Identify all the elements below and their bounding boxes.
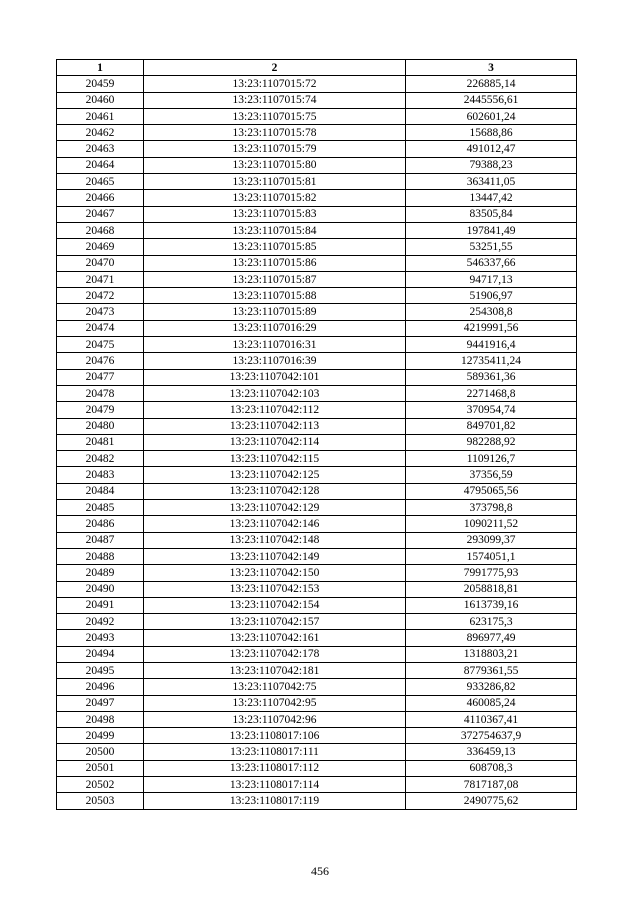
cadastral-number-cell: 13:23:1108017:119 — [144, 793, 406, 809]
cadastral-number-cell: 13:23:1108017:106 — [144, 728, 406, 744]
row-number-cell: 20461 — [57, 108, 144, 124]
cadastral-number-cell: 13:23:1107042:113 — [144, 418, 406, 434]
row-number-cell: 20466 — [57, 190, 144, 206]
cadastral-number-cell: 13:23:1107042:154 — [144, 597, 406, 613]
cadastral-number-cell: 13:23:1107015:89 — [144, 304, 406, 320]
table-row — [57, 108, 577, 124]
table-row — [57, 679, 577, 695]
table-row — [57, 728, 577, 744]
row-number-cell: 20500 — [57, 744, 144, 760]
table-row — [57, 614, 577, 630]
row-number-cell: 20470 — [57, 255, 144, 271]
row-number-cell: 20487 — [57, 532, 144, 548]
value-cell: 1613739,16 — [406, 597, 577, 613]
table-row — [57, 630, 577, 646]
cadastral-number-cell: 13:23:1107015:82 — [144, 190, 406, 206]
table-row — [57, 206, 577, 222]
cadastral-number-cell: 13:23:1107015:75 — [144, 108, 406, 124]
cadastral-number-cell: 13:23:1107042:96 — [144, 711, 406, 727]
row-number-cell: 20489 — [57, 565, 144, 581]
table-row — [57, 418, 577, 434]
row-number-cell: 20501 — [57, 760, 144, 776]
value-cell: 589361,36 — [406, 369, 577, 385]
row-number-cell: 20473 — [57, 304, 144, 320]
row-number-cell: 20472 — [57, 288, 144, 304]
value-cell: 602601,24 — [406, 108, 577, 124]
cadastral-number-cell: 13:23:1107015:78 — [144, 125, 406, 141]
table-row — [57, 711, 577, 727]
table-row — [57, 500, 577, 516]
cadastral-number-cell: 13:23:1107042:178 — [144, 646, 406, 662]
table-row — [57, 141, 577, 157]
cadastral-number-cell: 13:23:1107015:83 — [144, 206, 406, 222]
value-cell: 460085,24 — [406, 695, 577, 711]
value-cell: 12735411,24 — [406, 353, 577, 369]
page-number: 456 — [311, 864, 329, 878]
table-row — [57, 744, 577, 760]
row-number-cell: 20497 — [57, 695, 144, 711]
value-cell: 51906,97 — [406, 288, 577, 304]
value-cell: 1109126,7 — [406, 451, 577, 467]
value-cell: 197841,49 — [406, 222, 577, 238]
table-row — [57, 402, 577, 418]
row-number-cell: 20465 — [57, 174, 144, 190]
row-number-cell: 20494 — [57, 646, 144, 662]
cadastral-number-cell: 13:23:1107015:81 — [144, 174, 406, 190]
value-cell: 2490775,62 — [406, 793, 577, 809]
value-cell: 370954,74 — [406, 402, 577, 418]
table-row — [57, 271, 577, 287]
row-number-cell: 20469 — [57, 239, 144, 255]
row-number-cell: 20460 — [57, 92, 144, 108]
column-header-3: 3 — [406, 60, 577, 76]
value-cell: 53251,55 — [406, 239, 577, 255]
column-header-1: 1 — [57, 60, 144, 76]
value-cell: 254308,8 — [406, 304, 577, 320]
table-row — [57, 320, 577, 336]
cadastral-number-cell: 13:23:1107015:80 — [144, 157, 406, 173]
value-cell: 623175,3 — [406, 614, 577, 630]
table-row — [57, 434, 577, 450]
row-number-cell: 20463 — [57, 141, 144, 157]
value-cell: 293099,37 — [406, 532, 577, 548]
table-row — [57, 369, 577, 385]
value-cell: 4110367,41 — [406, 711, 577, 727]
value-cell: 372754637,9 — [406, 728, 577, 744]
value-cell: 2271468,8 — [406, 385, 577, 401]
cadastral-number-cell: 13:23:1107015:88 — [144, 288, 406, 304]
value-cell: 4219991,56 — [406, 320, 577, 336]
value-cell: 608708,3 — [406, 760, 577, 776]
row-number-cell: 20491 — [57, 597, 144, 613]
row-number-cell: 20495 — [57, 662, 144, 678]
table-row — [57, 597, 577, 613]
table-body — [57, 76, 577, 809]
cadastral-number-cell: 13:23:1107015:84 — [144, 222, 406, 238]
cadastral-number-cell: 13:23:1107042:125 — [144, 467, 406, 483]
row-number-cell: 20484 — [57, 483, 144, 499]
table-row — [57, 451, 577, 467]
value-cell: 933286,82 — [406, 679, 577, 695]
cadastral-number-cell: 13:23:1107015:74 — [144, 92, 406, 108]
value-cell: 982288,92 — [406, 434, 577, 450]
table-row — [57, 760, 577, 776]
row-number-cell: 20492 — [57, 614, 144, 630]
table-row — [57, 288, 577, 304]
cadastral-number-cell: 13:23:1107015:86 — [144, 255, 406, 271]
row-number-cell: 20483 — [57, 467, 144, 483]
row-number-cell: 20464 — [57, 157, 144, 173]
row-number-cell: 20468 — [57, 222, 144, 238]
value-cell: 37356,59 — [406, 467, 577, 483]
table-row — [57, 695, 577, 711]
value-cell: 1574051,1 — [406, 548, 577, 564]
row-number-cell: 20503 — [57, 793, 144, 809]
value-cell: 1090211,52 — [406, 516, 577, 532]
row-number-cell: 20488 — [57, 548, 144, 564]
table-row — [57, 255, 577, 271]
row-number-cell: 20477 — [57, 369, 144, 385]
cadastral-number-cell: 13:23:1107042:115 — [144, 451, 406, 467]
row-number-cell: 20496 — [57, 679, 144, 695]
row-number-cell: 20486 — [57, 516, 144, 532]
table-row — [57, 190, 577, 206]
row-number-cell: 20481 — [57, 434, 144, 450]
cadastral-number-cell: 13:23:1107016:31 — [144, 337, 406, 353]
value-cell: 8779361,55 — [406, 662, 577, 678]
row-number-cell: 20499 — [57, 728, 144, 744]
value-cell: 7991775,93 — [406, 565, 577, 581]
row-number-cell: 20502 — [57, 777, 144, 793]
cadastral-number-cell: 13:23:1107015:72 — [144, 76, 406, 92]
cadastral-number-cell: 13:23:1107015:87 — [144, 271, 406, 287]
value-cell: 83505,84 — [406, 206, 577, 222]
cadastral-number-cell: 13:23:1107042:129 — [144, 500, 406, 516]
table-row — [57, 337, 577, 353]
row-number-cell: 20462 — [57, 125, 144, 141]
table-row — [57, 92, 577, 108]
cadastral-number-cell: 13:23:1108017:114 — [144, 777, 406, 793]
cadastral-number-cell: 13:23:1107016:39 — [144, 353, 406, 369]
cadastral-number-cell: 13:23:1107042:146 — [144, 516, 406, 532]
value-cell: 13447,42 — [406, 190, 577, 206]
cadastral-number-cell: 13:23:1107015:79 — [144, 141, 406, 157]
table-row — [57, 385, 577, 401]
value-cell: 491012,47 — [406, 141, 577, 157]
value-cell: 373798,8 — [406, 500, 577, 516]
cadastral-number-cell: 13:23:1107042:101 — [144, 369, 406, 385]
cadastral-number-cell: 13:23:1108017:112 — [144, 760, 406, 776]
table-row — [57, 532, 577, 548]
row-number-cell: 20480 — [57, 418, 144, 434]
row-number-cell: 20459 — [57, 76, 144, 92]
cadastral-number-cell: 13:23:1107042:103 — [144, 385, 406, 401]
row-number-cell: 20498 — [57, 711, 144, 727]
table-row — [57, 76, 577, 92]
value-cell: 7817187,08 — [406, 777, 577, 793]
row-number-cell: 20485 — [57, 500, 144, 516]
cadastral-number-cell: 13:23:1107042:181 — [144, 662, 406, 678]
value-cell: 2445556,61 — [406, 92, 577, 108]
table-row — [57, 222, 577, 238]
value-cell: 363411,05 — [406, 174, 577, 190]
row-number-cell: 20474 — [57, 320, 144, 336]
cadastral-number-cell: 13:23:1108017:111 — [144, 744, 406, 760]
value-cell: 896977,49 — [406, 630, 577, 646]
data-table — [56, 59, 577, 810]
table-header-row — [57, 60, 577, 76]
table-row — [57, 581, 577, 597]
cadastral-number-cell: 13:23:1107042:150 — [144, 565, 406, 581]
value-cell: 9441916,4 — [406, 337, 577, 353]
table-row — [57, 777, 577, 793]
table-row — [57, 483, 577, 499]
row-number-cell: 20475 — [57, 337, 144, 353]
cadastral-number-cell: 13:23:1107042:161 — [144, 630, 406, 646]
cadastral-number-cell: 13:23:1107042:128 — [144, 483, 406, 499]
cadastral-number-cell: 13:23:1107042:153 — [144, 581, 406, 597]
table-row — [57, 467, 577, 483]
row-number-cell: 20476 — [57, 353, 144, 369]
value-cell: 2058818,81 — [406, 581, 577, 597]
cadastral-number-cell: 13:23:1107016:29 — [144, 320, 406, 336]
table-row — [57, 516, 577, 532]
row-number-cell: 20493 — [57, 630, 144, 646]
value-cell: 1318803,21 — [406, 646, 577, 662]
column-header-2: 2 — [144, 60, 406, 76]
table-row — [57, 646, 577, 662]
table-row — [57, 353, 577, 369]
table-row — [57, 548, 577, 564]
row-number-cell: 20478 — [57, 385, 144, 401]
value-cell: 336459,13 — [406, 744, 577, 760]
table-row — [57, 125, 577, 141]
value-cell: 849701,82 — [406, 418, 577, 434]
cadastral-number-cell: 13:23:1107042:148 — [144, 532, 406, 548]
table-row — [57, 304, 577, 320]
cadastral-number-cell: 13:23:1107042:75 — [144, 679, 406, 695]
value-cell: 226885,14 — [406, 76, 577, 92]
cadastral-number-cell: 13:23:1107042:114 — [144, 434, 406, 450]
value-cell: 79388,23 — [406, 157, 577, 173]
value-cell: 94717,13 — [406, 271, 577, 287]
table-row — [57, 157, 577, 173]
table-row — [57, 565, 577, 581]
table-row — [57, 793, 577, 809]
value-cell: 4795065,56 — [406, 483, 577, 499]
cadastral-number-cell: 13:23:1107042:157 — [144, 614, 406, 630]
table-row — [57, 662, 577, 678]
row-number-cell: 20471 — [57, 271, 144, 287]
cadastral-number-cell: 13:23:1107042:95 — [144, 695, 406, 711]
table-row — [57, 239, 577, 255]
cadastral-number-cell: 13:23:1107042:149 — [144, 548, 406, 564]
row-number-cell: 20479 — [57, 402, 144, 418]
cadastral-number-cell: 13:23:1107015:85 — [144, 239, 406, 255]
cadastral-number-cell: 13:23:1107042:112 — [144, 402, 406, 418]
table-row — [57, 174, 577, 190]
row-number-cell: 20467 — [57, 206, 144, 222]
row-number-cell: 20490 — [57, 581, 144, 597]
row-number-cell: 20482 — [57, 451, 144, 467]
value-cell: 15688,86 — [406, 125, 577, 141]
value-cell: 546337,66 — [406, 255, 577, 271]
